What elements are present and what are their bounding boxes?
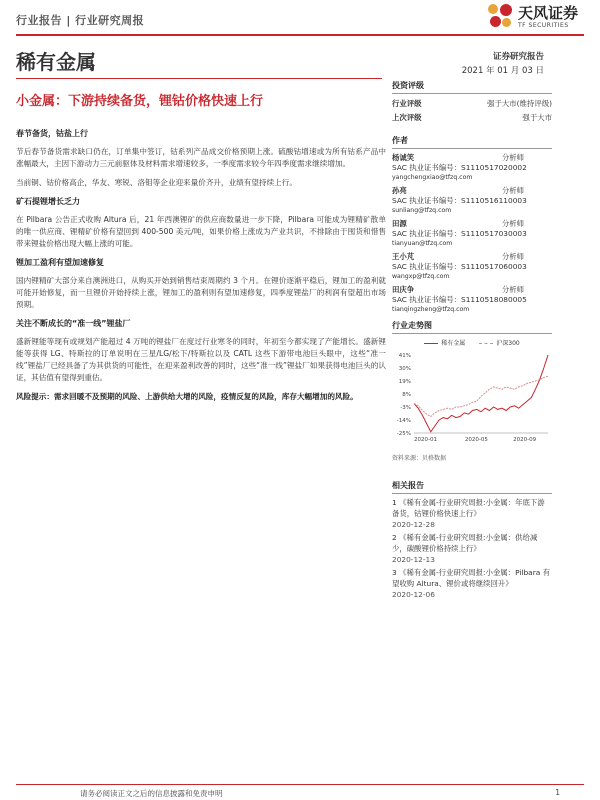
- author-title: 分析师: [501, 186, 524, 195]
- risk-warning: 风险提示：需求回暖不及预期的风险、上游供给大增的风险，疫情反复的风险，库存大幅增加的风险。: [16, 392, 358, 401]
- tf-logo-icon: [488, 4, 514, 30]
- logo-text-en: TF SECURITIES: [517, 21, 569, 29]
- related-date: 2020-12-28: [392, 520, 435, 529]
- y-tick-label: -3%: [400, 405, 411, 411]
- author-entry: [392, 218, 552, 248]
- legend-item: 稀有金属: [424, 338, 465, 347]
- legend-item: 沪深300: [479, 338, 519, 347]
- author-sac: SAC 执业证书编号：S1110517020002: [392, 163, 527, 172]
- logo-text-cn: 天风证券: [517, 3, 578, 22]
- trend-heading: 行业走势图: [392, 320, 552, 334]
- report-title: 小金属：下游持续备货，锂钴价格快速上行: [16, 94, 264, 109]
- x-tick-label: 2020-01: [414, 437, 437, 443]
- rating-value: 强于大市(维持评级): [487, 99, 552, 108]
- sidebar: [392, 80, 552, 602]
- logo: [488, 4, 578, 30]
- author-title: 分析师: [501, 219, 524, 228]
- series-line-0: [414, 355, 548, 432]
- x-tick-label: 2020-05: [464, 437, 488, 443]
- prev-rating-label: 上次评级: [392, 113, 422, 122]
- author-sac: SAC 执业证书编号：S1110518080005: [392, 295, 527, 304]
- author-title: 分析师: [501, 153, 524, 162]
- author-email[interactable]: tianyuan@tfzq.com: [392, 240, 453, 247]
- paragraph: 节后春节备货需求缺口仍在，订单集中签订，钴系列产品成交价格预期上涨。硫酸钴增速或为所有钴系产品中涨幅最大，主因下游动力三元前驱体及材料需求增速较多，一季度需求较今年四季度需求继续增加。: [16, 147, 386, 168]
- related-title[interactable]: 3 《稀有金属-行业研究周报:小金属：Pilbara 有望收购 Altura、锂价或将继续回升》: [392, 568, 550, 588]
- author-sac: SAC 执业证书编号：S1110516110003: [392, 196, 527, 205]
- mid-rule: [16, 78, 382, 79]
- y-tick-label: 8%: [402, 392, 411, 398]
- author-email[interactable]: yangchengxiao@tfzq.com: [392, 174, 473, 181]
- related-title[interactable]: 2 《稀有金属-行业研究周报:小金属：供给减少，碳酸锂价格持续上行》: [392, 533, 538, 553]
- author-entry: [392, 251, 552, 281]
- author-entry: [392, 185, 552, 215]
- author-sac: SAC 执业证书编号：S1110517030003: [392, 229, 527, 238]
- related-report[interactable]: [392, 497, 552, 530]
- author-name: 孙亮: [392, 186, 407, 195]
- author-email[interactable]: tianqingzheng@tfzq.com: [392, 306, 470, 313]
- sector-title: 稀有金属: [16, 50, 96, 74]
- report-date: 2021 年 01 月 03 日: [461, 66, 544, 76]
- paragraph: 国内锂精矿大部分来自澳洲进口，从购买开始到销售结束周期约 3 个月。在锂价逐渐平稳后，锂加工的盈利就可能开始修复，而一旦锂价开始持续上涨，锂加工的盈利则有望加速修复，四季度锂盐厂的利润有望超出市场预期。: [16, 276, 386, 309]
- author-name: 王小芃: [392, 252, 415, 261]
- page-number: 1: [555, 788, 560, 797]
- author-email[interactable]: wangxp@tfzq.com: [392, 273, 450, 280]
- author-name: 田庆争: [392, 285, 415, 294]
- trend-chart: [392, 338, 552, 462]
- main-body: [16, 128, 386, 410]
- series-line-1: [414, 376, 548, 416]
- prev-rating-value: 强于大市: [522, 113, 552, 122]
- author-name: 田源: [392, 219, 407, 228]
- x-tick-label: 2020-09: [513, 437, 537, 443]
- prev-rating-row: [392, 111, 552, 125]
- y-tick-label: 19%: [398, 379, 411, 385]
- section-heading: 矿石提锂增长乏力: [16, 197, 80, 206]
- chart-legend: [392, 338, 552, 347]
- y-tick-label: 41%: [398, 353, 411, 359]
- report-type: 证券研究报告: [492, 52, 544, 62]
- authors-list: [392, 152, 552, 314]
- author-entry: [392, 284, 552, 314]
- top-rule: [16, 34, 584, 36]
- author-entry: [392, 152, 552, 182]
- authors-heading: 作者: [392, 135, 552, 149]
- y-tick-label: 30%: [398, 366, 411, 372]
- rating-row: [392, 97, 552, 111]
- related-list: [392, 497, 552, 600]
- y-tick-label: -25%: [396, 431, 411, 437]
- related-title[interactable]: 1 《稀有金属-行业研究周报:小金属：年底下游备货，钴锂价格快速上行》: [392, 498, 545, 518]
- y-tick-label: -14%: [396, 418, 411, 424]
- related-date: 2020-12-06: [392, 590, 435, 599]
- author-name: 杨诚笑: [392, 153, 415, 162]
- rating-heading: 投资评级: [392, 80, 552, 94]
- section-heading: 春节备货，钴盐上行: [16, 129, 88, 138]
- author-sac: SAC 执业证书编号：S1110517060003: [392, 262, 527, 271]
- paragraph: 盛新锂能等现有或规划产能超过 4 万吨的锂盐厂在度过行业寒冬的同时，年初至今都实现了产能增长。盛新锂能等获得 LG、特斯拉的订单说明在三星/LG/松下/特斯拉以及 CATL 这些下游带电池巨头眼中，这些“准一线”锂盐厂已经具备了为其供货的可能性，在迎来盈利改善的同时，这些“准一线”锂盐厂如果获得电池巨头的认证，其估值有望得到重估。: [16, 337, 386, 382]
- paragraph: 当前铜、钴价格高企，华友、寒锐、洛钼等企业迎来量价齐升，业绩有望持续上行。: [16, 178, 297, 187]
- rating-label: 行业评级: [392, 99, 422, 108]
- section-heading: 关注不断成长的“准一线”锂盐厂: [16, 319, 131, 328]
- related-date: 2020-12-13: [392, 555, 435, 564]
- chart-svg: [392, 349, 552, 449]
- author-title: 分析师: [501, 252, 524, 261]
- disclaimer: 请务必阅读正文之后的信息披露和免责申明: [80, 789, 223, 798]
- chart-source: 资料来源：贝格数据: [392, 455, 447, 462]
- related-heading: 相关报告: [392, 480, 552, 494]
- author-email[interactable]: sunliang@tfzq.com: [392, 207, 452, 214]
- related-report[interactable]: [392, 567, 552, 600]
- paragraph: 在 Pilbara 公告正式收购 Altura 后，21 年西澳锂矿的供应商数量进一步下降，Pilbara 可能成为锂精矿散单的唯一供应商、锂精矿价格有望回到 400-500 美元/吨，如果价格上涨成为产业共识，不排除由于囤货和惜售带来锂盐价格出现大幅上涨的可能。: [16, 215, 386, 248]
- related-report[interactable]: [392, 532, 552, 565]
- footer-rule: [16, 784, 584, 785]
- author-title: 分析师: [501, 285, 524, 294]
- report-category: 行业报告 | 行业研究周报: [16, 14, 145, 27]
- section-heading: 锂加工盈利有望加速修复: [16, 258, 104, 267]
